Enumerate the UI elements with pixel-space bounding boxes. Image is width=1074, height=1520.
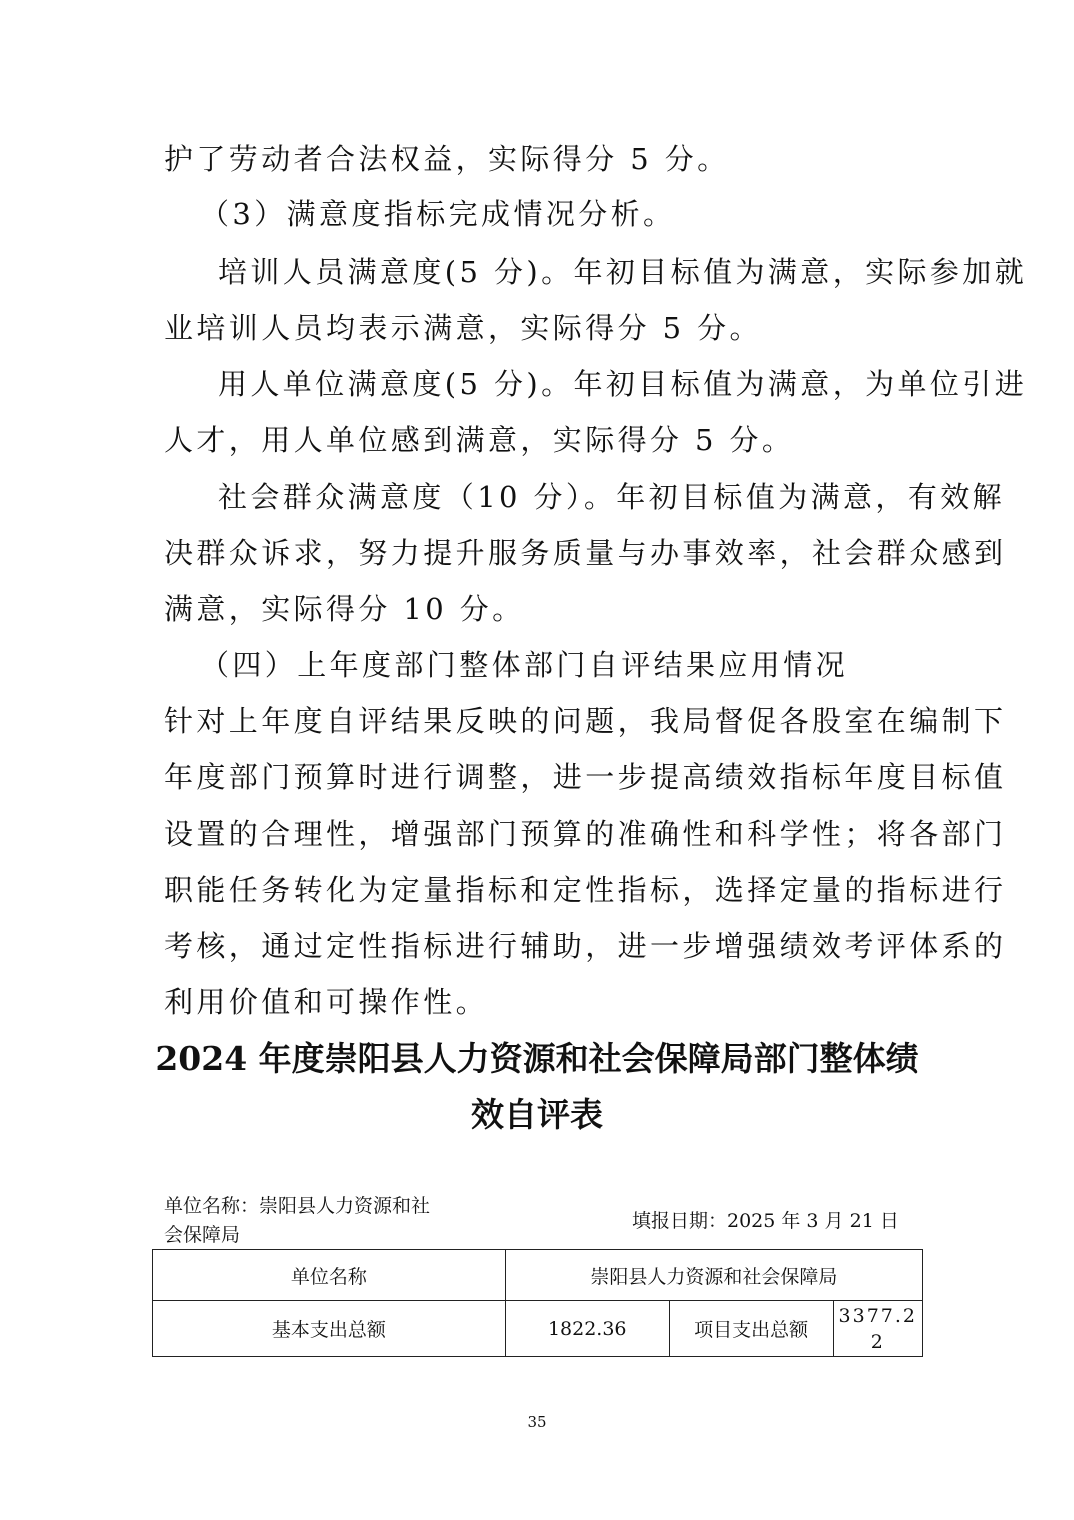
paragraph-line: 针对上年度自评结果反映的问题，我局督促各股室在编制下 [164, 704, 1007, 738]
paragraph-line: 满意，实际得分 10 分。 [164, 592, 525, 626]
unit-name-meta-line-2: 会保障局 [164, 1224, 241, 1246]
table-title-line-1: 2024 年度崇阳县人力资源和社会保障局部门整体绩 [155, 1039, 919, 1078]
project-expense-value-cell: 3377.22 [833, 1301, 922, 1357]
table-title-line-2: 效自评表 [471, 1095, 603, 1134]
paragraph-line: 职能任务转化为定量指标和定性指标，选择定量的指标进行 [164, 873, 1007, 907]
paragraph-line: 利用价值和可操作性。 [164, 985, 489, 1019]
paragraph-line: 决群众诉求，努力提升服务质量与办事效率，社会群众感到 [164, 536, 1007, 570]
page-number: 35 [527, 1413, 547, 1431]
paragraph-line: 用人单位满意度(5 分)。年初目标值为满意，为单位引进 [218, 367, 1028, 401]
paragraph-line: 人才，用人单位感到满意，实际得分 5 分。 [164, 423, 795, 457]
paragraph-line: 考核，通过定性指标进行辅助，进一步增强绩效考评体系的 [164, 929, 1007, 963]
basic-expense-value-cell: 1822.36 [505, 1301, 669, 1357]
paragraph-line: 培训人员满意度(5 分)。年初目标值为满意，实际参加就 [218, 255, 1028, 289]
paragraph-line: 设置的合理性，增强部门预算的准确性和科学性；将各部门 [164, 817, 1007, 851]
fill-date: 填报日期：2025 年 3 月 21 日 [632, 1210, 899, 1232]
section-heading: （3）满意度指标完成情况分析。 [200, 197, 676, 231]
paragraph-line: 社会群众满意度（10 分）。年初目标值为满意，有效解 [218, 480, 1006, 514]
unit-name-meta-line-1: 单位名称：崇阳县人力资源和社 [164, 1195, 431, 1217]
unit-name-label-cell: 单位名称 [153, 1250, 506, 1301]
table-row [153, 1301, 923, 1357]
basic-expense-label-cell: 基本支出总额 [153, 1301, 506, 1357]
project-expense-label-cell: 项目支出总额 [669, 1301, 833, 1357]
evaluation-table [152, 1249, 923, 1357]
unit-name-value-cell: 崇阳县人力资源和社会保障局 [505, 1250, 922, 1301]
table-row [153, 1250, 923, 1301]
paragraph-line: 年度部门预算时进行调整，进一步提高绩效指标年度目标值 [164, 760, 1007, 794]
section-heading: （四）上年度部门整体部门自评结果应用情况 [200, 648, 849, 682]
paragraph-line: 业培训人员均表示满意，实际得分 5 分。 [164, 311, 762, 345]
paragraph-line: 护了劳动者合法权益，实际得分 5 分。 [164, 142, 730, 176]
